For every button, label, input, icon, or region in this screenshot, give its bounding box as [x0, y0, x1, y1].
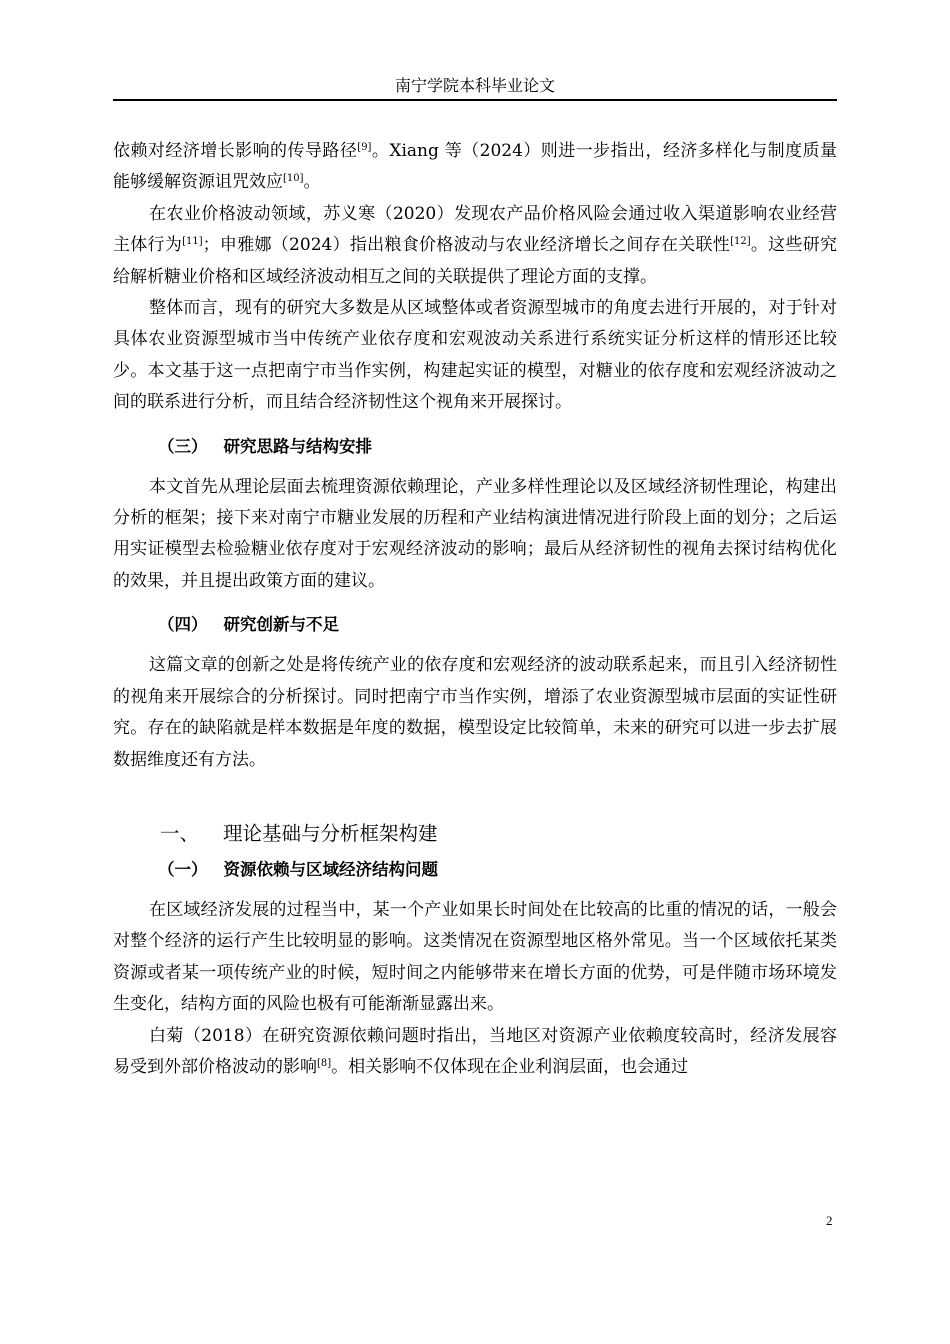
heading-text: 资源依赖与区域经济结构问题: [223, 859, 438, 879]
heading-number: （一）: [158, 859, 208, 879]
heading-number: （四）: [158, 615, 208, 635]
paragraph: 整体而言，现有的研究大多数是从区域整体或者资源型城市的角度去进行开展的，对于针对具体农业资源型城市当中传统产业依存度和宏观波动关系进行系统实证分析这样的情形还比较少。本文基于这一点把南宁市当作实例，构建起实证的模型，对糖业的依存度和宏观经济波动之间的联系进行分析，而且结合经济韧性这个视角来开展探讨。: [113, 298, 837, 413]
citation: [11]: [182, 236, 203, 248]
heading-text: 理论基础与分析框架构建: [223, 821, 438, 845]
paragraph-text: ；申雅娜（2024）指出粮食价格波动与农业经济增长之间存在关联性: [202, 235, 731, 256]
paragraph: [113, 1021, 837, 1084]
header-divider: [113, 99, 837, 101]
heading-text: 研究思路与结构安排: [223, 436, 372, 456]
page-number: 2: [826, 1213, 833, 1228]
paragraph: [113, 199, 837, 293]
subsection-heading: [113, 436, 837, 458]
paragraph-text: 在农业价格波动领域，苏义寒（2020）发现农产品价格风险会通过收入渠道影响农业经营主体行为: [113, 203, 837, 256]
subsection-heading: [113, 614, 837, 636]
section-heading: [113, 821, 837, 847]
paragraph-text: 。: [303, 172, 321, 193]
paragraph-text: 白菊（2018）在研究资源依赖问题时指出，当地区对资源产业依赖度较高时，经济发展容易受到外部价格波动的影响: [113, 1025, 837, 1077]
paragraph: 在区域经济发展的过程当中，某一个产业如果长时间处在比较高的比重的情况的话，一般会对整个经济的运行产生比较明显的影响。这类情况在资源型地区格外常见。当一个区域依托某类资源或者某一项传统产业的时候，短时间之内能够带来在增长方面的优势，可是伴随市场环境发生变化，结构方面的风险也极有可能渐渐显露出来。: [113, 899, 837, 1015]
citation: [12]: [730, 236, 751, 248]
citation: [10]: [283, 173, 304, 185]
page-header-title: 南宁学院本科毕业论文: [394, 76, 555, 95]
citation: [8]: [317, 1057, 332, 1069]
paragraph-text: 。这些研究给解析糖业价格和区域经济波动相互之间的关联提供了理论方面的支撑。: [113, 235, 838, 287]
paragraph: [113, 136, 837, 199]
paragraph: 本文首先从理论层面去梳理资源依赖理论，产业多样性理论以及区域经济韧性理论，构建出分析的框架；接下来对南宁市糖业发展的历程和产业结构演进情况进行阶段上面的划分；之后运用实证模型去检验糖业依存度对于宏观经济波动的影响；最后从经济韧性的视角去探讨结构优化的效果，并且提出政策方面的建议。: [113, 476, 837, 591]
paragraph-text: 。Xiang 等（2024）则进一步指出，经济多样化与制度质量能够缓解资源诅咒效应: [113, 141, 837, 193]
page-body: [113, 136, 837, 1083]
citation: [9]: [357, 142, 372, 153]
paragraph: 这篇文章的创新之处是将传统产业的依存度和宏观经济的波动联系起来，而且引入经济韧性的视角来开展综合的分析探讨。同时把南宁市当作实例，增添了农业资源型城市层面的实证性研究。存在的缺陷就是样本数据是年度的数据，模型设定比较简单，未来的研究可以进一步去扩展数据维度还有方法。: [113, 655, 837, 770]
paragraph-text: 。相关影响不仅体现在企业利润层面，也会通过: [331, 1056, 689, 1077]
heading-text: 研究创新与不足: [223, 615, 339, 635]
heading-number: 一、: [160, 821, 200, 845]
heading-number: （三）: [158, 436, 208, 456]
subsection-heading: [113, 859, 837, 881]
paragraph-text: 依赖对经济增长影响的传导路径: [113, 141, 358, 161]
